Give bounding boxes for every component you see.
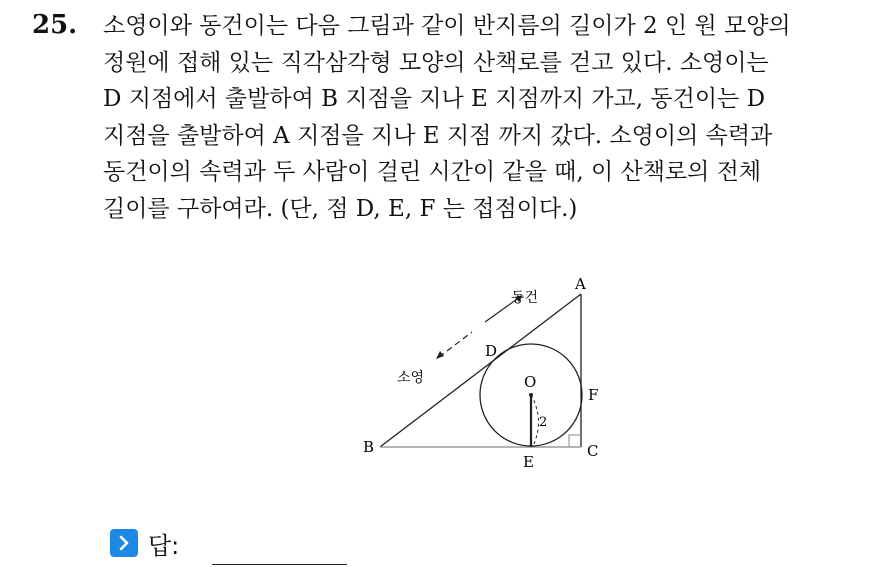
question-line: 지점을 출발하여 A 지점을 지나 E 지점 까지 갔다. 소영이의 속력과 bbox=[103, 122, 773, 149]
label-a: A bbox=[575, 275, 586, 293]
question-line: 정원에 접해 있는 직각삼각형 모양의 산책로를 걷고 있다. 소영이는 bbox=[103, 49, 769, 76]
label-e: E bbox=[523, 453, 534, 470]
chevron-right-icon bbox=[110, 529, 138, 557]
label-dongeon: 동건 bbox=[511, 290, 539, 306]
label-f: F bbox=[588, 386, 599, 404]
label-o: O bbox=[524, 373, 537, 391]
label-radius: 2 bbox=[539, 415, 548, 430]
label-d: D bbox=[485, 342, 498, 360]
answer-label: 답: bbox=[148, 531, 180, 560]
radius-dashed-arc bbox=[531, 395, 539, 446]
question-line: 길이를 구하여라. (단, 점 D, E, F 는 접점이다.) bbox=[103, 195, 578, 222]
label-soyoung: 소영 bbox=[397, 370, 425, 386]
question-line: 동건이의 속력과 두 사람이 걸린 시간이 같을 때, 이 산책로의 전체 bbox=[103, 159, 762, 185]
center-point bbox=[529, 393, 533, 397]
question-text bbox=[103, 8, 873, 227]
answer-row bbox=[110, 523, 179, 563]
question-number: 25. bbox=[32, 10, 78, 40]
question-line: D 지점에서 출발하여 B 지점을 지나 E 지점까지 가고, 동건이는 D bbox=[103, 86, 766, 112]
label-c: C bbox=[587, 442, 599, 460]
question-line: 소영이와 동건이는 다음 그림과 같이 반지름의 길이가 2 인 원 모양의 bbox=[103, 13, 791, 39]
arrow-soyoung bbox=[436, 332, 472, 359]
geometry-figure bbox=[355, 270, 615, 470]
label-b: B bbox=[363, 438, 375, 456]
right-angle-mark bbox=[569, 435, 581, 447]
answer-blank[interactable] bbox=[212, 564, 347, 565]
